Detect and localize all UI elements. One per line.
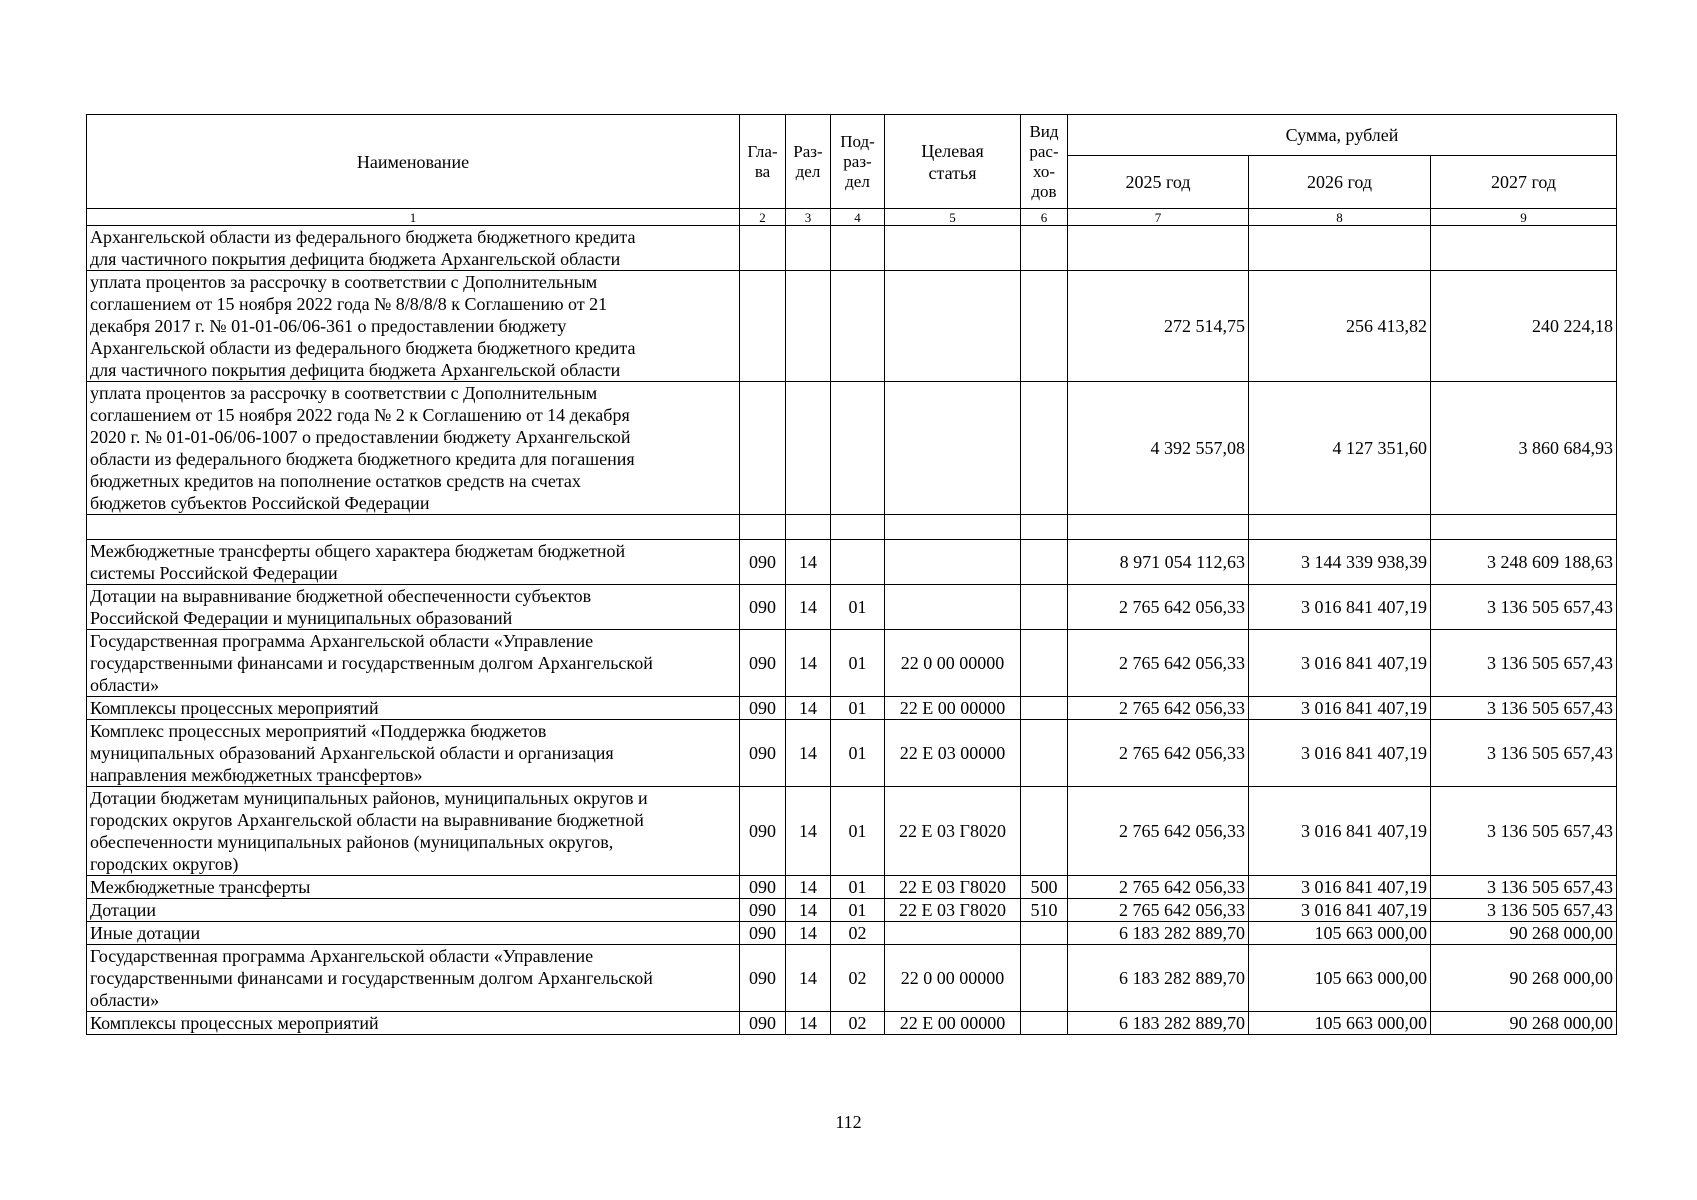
section-cell: 14 [786,899,831,922]
name-line: Комплекс процессных мероприятий «Поддержка бюджетов [90,721,547,741]
expense-type-cell [1021,697,1068,720]
amount-2027-cell: 90 268 000,00 [1431,945,1617,1012]
expense-type-cell [1021,945,1068,1012]
column-number: 5 [885,209,1021,226]
table-row [87,540,1617,585]
target-article-cell [885,515,1021,540]
target-article-cell [885,922,1021,945]
name-line: государственными финансами и государственным долгом Архангельской [90,653,653,673]
name-cell [87,720,740,787]
amount-2026-cell: 105 663 000,00 [1249,922,1431,945]
subsection-cell: 01 [831,697,885,720]
chapter-cell: 090 [740,945,786,1012]
section-cell [786,271,831,382]
chapter-cell: 090 [740,630,786,697]
amount-2027-cell: 240 224,18 [1431,271,1617,382]
amount-2026-cell [1249,226,1431,271]
target-article-cell: 22 Е 03 Г8020 [885,899,1021,922]
section-cell: 14 [786,585,831,630]
column-number: 6 [1021,209,1068,226]
amount-2025-cell: 6 183 282 889,70 [1068,1012,1249,1035]
amount-2027-cell: 3 136 505 657,43 [1431,697,1617,720]
chapter-cell: 090 [740,697,786,720]
subsection-cell: 01 [831,787,885,876]
header-expense-type: Вид рас- хо- дов [1021,115,1068,209]
subsection-cell [831,226,885,271]
expense-type-cell [1021,922,1068,945]
target-article-cell [885,271,1021,382]
chapter-cell: 090 [740,540,786,585]
column-numbers-row [87,209,1617,226]
name-line: обеспеченности муниципальных районов (муниципальных округов, [90,832,614,852]
header-target-article: Целевая статья [885,115,1021,209]
name-cell [87,1012,740,1035]
name-line: Межбюджетные трансферты общего характера бюджетам бюджетной [90,541,626,561]
header-name: Наименование [87,115,740,209]
column-number: 9 [1431,209,1617,226]
expense-type-cell [1021,226,1068,271]
name-line: Иные дотации [90,923,201,943]
table-row [87,945,1617,1012]
subsection-cell: 01 [831,899,885,922]
amount-2027-cell: 90 268 000,00 [1431,1012,1617,1035]
chapter-cell: 090 [740,876,786,899]
header-subsection: Под- раз- дел [831,115,885,209]
target-article-cell [885,226,1021,271]
name-line: Комплексы процессных мероприятий [90,698,379,718]
name-cell [87,630,740,697]
name-line: бюджетов субъектов Российской Федерации [90,493,430,513]
name-cell [87,922,740,945]
name-line: Государственная программа Архангельской области «Управление [90,946,594,966]
name-line: Дотации [90,900,157,920]
expense-type-cell [1021,382,1068,515]
subsection-cell [831,540,885,585]
name-line: муниципальных образований Архангельской области и организация [90,743,614,763]
subsection-cell [831,382,885,515]
section-cell: 14 [786,1012,831,1035]
expense-type-cell [1021,630,1068,697]
name-line: Государственная программа Архангельской области «Управление [90,631,594,651]
section-cell: 14 [786,540,831,585]
header-year-2025: 2025 год [1068,156,1249,209]
chapter-cell: 090 [740,787,786,876]
name-line: для частичного покрытия дефицита бюджета Архангельской области [90,360,621,380]
table-row [87,226,1617,271]
name-cell [87,899,740,922]
subsection-cell [831,271,885,382]
name-line: области» [90,675,160,695]
expense-type-cell [1021,787,1068,876]
amount-2025-cell [1068,515,1249,540]
name-line: уплата процентов за рассрочку в соответствии с Дополнительным [90,383,598,403]
chapter-cell: 090 [740,720,786,787]
name-cell [87,382,740,515]
table-row [87,585,1617,630]
amount-2025-cell: 2 765 642 056,33 [1068,585,1249,630]
target-article-cell: 22 Е 00 00000 [885,697,1021,720]
amount-2025-cell: 8 971 054 112,63 [1068,540,1249,585]
expense-type-cell [1021,585,1068,630]
name-line: 2020 г. № 01-01-06/06-1007 о предоставлении бюджету Архангельской [90,427,631,447]
amount-2025-cell [1068,226,1249,271]
table-row [87,720,1617,787]
chapter-cell: 090 [740,585,786,630]
table-row [87,787,1617,876]
name-cell [87,226,740,271]
header-section: Раз- дел [786,115,831,209]
name-cell [87,271,740,382]
name-line: Архангельской области из федерального бюджета бюджетного кредита [90,338,636,358]
name-line: соглашением от 15 ноября 2022 года № 2 к Соглашению от 14 декабря [90,405,630,425]
section-cell [786,226,831,271]
section-cell [786,515,831,540]
amount-2026-cell: 3 016 841 407,19 [1249,630,1431,697]
header-year-2027: 2027 год [1431,156,1617,209]
amount-2026-cell: 3 016 841 407,19 [1249,899,1431,922]
name-line: уплата процентов за рассрочку в соответствии с Дополнительным [90,272,598,292]
name-cell [87,876,740,899]
name-line: Дотации бюджетам муниципальных районов, муниципальных округов и [90,788,648,808]
table-row [87,697,1617,720]
subsection-cell: 02 [831,922,885,945]
amount-2027-cell: 3 860 684,93 [1431,382,1617,515]
name-line: Межбюджетные трансферты [90,877,311,897]
target-article-cell: 22 Е 03 Г8020 [885,876,1021,899]
table-row [87,515,1617,540]
column-number: 4 [831,209,885,226]
amount-2026-cell: 3 016 841 407,19 [1249,697,1431,720]
expense-type-cell [1021,271,1068,382]
amount-2027-cell: 3 136 505 657,43 [1431,899,1617,922]
amount-2026-cell: 3 016 841 407,19 [1249,876,1431,899]
header-year-2026: 2026 год [1249,156,1431,209]
header-sum: Сумма, рублей [1068,115,1617,156]
amount-2026-cell: 105 663 000,00 [1249,945,1431,1012]
chapter-cell [740,382,786,515]
table-row [87,876,1617,899]
name-line: государственными финансами и государственным долгом Архангельской [90,968,653,988]
chapter-cell [740,226,786,271]
amount-2027-cell: 3 136 505 657,43 [1431,787,1617,876]
section-cell: 14 [786,922,831,945]
amount-2025-cell: 6 183 282 889,70 [1068,945,1249,1012]
amount-2025-cell: 4 392 557,08 [1068,382,1249,515]
name-cell [87,515,740,540]
target-article-cell: 22 Е 03 00000 [885,720,1021,787]
amount-2027-cell: 3 136 505 657,43 [1431,585,1617,630]
chapter-cell: 090 [740,899,786,922]
amount-2026-cell: 105 663 000,00 [1249,1012,1431,1035]
section-cell: 14 [786,630,831,697]
name-cell [87,787,740,876]
subsection-cell: 01 [831,630,885,697]
column-number: 2 [740,209,786,226]
expense-type-cell [1021,720,1068,787]
page-number: 112 [835,1112,862,1132]
amount-2026-cell: 256 413,82 [1249,271,1431,382]
target-article-cell [885,540,1021,585]
amount-2026-cell: 4 127 351,60 [1249,382,1431,515]
name-line: бюджетных кредитов на пополнение остатков средств на счетах [90,471,581,491]
name-cell [87,540,740,585]
target-article-cell: 22 0 00 00000 [885,630,1021,697]
name-line: городских округов) [90,854,239,874]
subsection-cell: 01 [831,876,885,899]
subsection-cell: 02 [831,1012,885,1035]
column-number: 7 [1068,209,1249,226]
budget-table [86,114,1617,1035]
subsection-cell [831,515,885,540]
amount-2027-cell: 90 268 000,00 [1431,922,1617,945]
subsection-cell: 01 [831,585,885,630]
name-cell [87,945,740,1012]
chapter-cell [740,271,786,382]
amount-2025-cell: 2 765 642 056,33 [1068,899,1249,922]
amount-2027-cell [1431,515,1617,540]
name-line: направления межбюджетных трансфертов» [90,765,423,785]
chapter-cell: 090 [740,1012,786,1035]
target-article-cell [885,585,1021,630]
column-number: 3 [786,209,831,226]
chapter-cell: 090 [740,922,786,945]
amount-2026-cell [1249,515,1431,540]
name-line: области из федерального бюджета бюджетного кредита для погашения [90,449,635,469]
section-cell: 14 [786,945,831,1012]
name-line: Российской Федерации и муниципальных образований [90,608,513,628]
section-cell [786,382,831,515]
amount-2025-cell: 2 765 642 056,33 [1068,720,1249,787]
name-line: системы Российской Федерации [90,563,338,583]
amount-2026-cell: 3 016 841 407,19 [1249,720,1431,787]
name-cell [87,585,740,630]
table-body [87,226,1617,1035]
amount-2027-cell: 3 136 505 657,43 [1431,876,1617,899]
amount-2027-cell [1431,226,1617,271]
subsection-cell: 01 [831,720,885,787]
amount-2025-cell: 2 765 642 056,33 [1068,787,1249,876]
expense-type-cell: 510 [1021,899,1068,922]
amount-2026-cell: 3 016 841 407,19 [1249,585,1431,630]
amount-2027-cell: 3 248 609 188,63 [1431,540,1617,585]
amount-2025-cell: 2 765 642 056,33 [1068,697,1249,720]
amount-2025-cell: 2 765 642 056,33 [1068,630,1249,697]
expense-type-cell: 500 [1021,876,1068,899]
section-cell: 14 [786,876,831,899]
amount-2027-cell: 3 136 505 657,43 [1431,630,1617,697]
name-line: декабря 2017 г. № 01-01-06/06-361 о предоставлении бюджету [90,316,567,336]
amount-2025-cell: 272 514,75 [1068,271,1249,382]
column-number: 8 [1249,209,1431,226]
amount-2026-cell: 3 144 339 938,39 [1249,540,1431,585]
target-article-cell [885,382,1021,515]
name-line: соглашением от 15 ноября 2022 года № 8/8/8/8 к Соглашению от 21 [90,294,608,314]
table-row [87,1012,1617,1035]
column-number: 1 [87,209,740,226]
name-line: области» [90,990,160,1010]
target-article-cell: 22 Е 03 Г8020 [885,787,1021,876]
target-article-cell: 22 Е 00 00000 [885,1012,1021,1035]
amount-2027-cell: 3 136 505 657,43 [1431,720,1617,787]
name-line: для частичного покрытия дефицита бюджета Архангельской области [90,249,621,269]
name-line: городских округов Архангельской области на выравнивание бюджетной [90,810,644,830]
section-cell: 14 [786,697,831,720]
name-line: Комплексы процессных мероприятий [90,1013,379,1033]
section-cell: 14 [786,787,831,876]
table-row [87,271,1617,382]
table-row [87,922,1617,945]
amount-2025-cell: 6 183 282 889,70 [1068,922,1249,945]
table-row [87,899,1617,922]
expense-type-cell [1021,1012,1068,1035]
amount-2026-cell: 3 016 841 407,19 [1249,787,1431,876]
expense-type-cell [1021,540,1068,585]
expense-type-cell [1021,515,1068,540]
table-row [87,382,1617,515]
name-cell [87,697,740,720]
header-chapter: Гла- ва [740,115,786,209]
target-article-cell: 22 0 00 00000 [885,945,1021,1012]
chapter-cell [740,515,786,540]
amount-2025-cell: 2 765 642 056,33 [1068,876,1249,899]
name-line: Архангельской области из федерального бюджета бюджетного кредита [90,227,636,247]
name-line: Дотации на выравнивание бюджетной обеспеченности субъектов [90,586,592,606]
section-cell: 14 [786,720,831,787]
subsection-cell: 02 [831,945,885,1012]
table-row [87,630,1617,697]
